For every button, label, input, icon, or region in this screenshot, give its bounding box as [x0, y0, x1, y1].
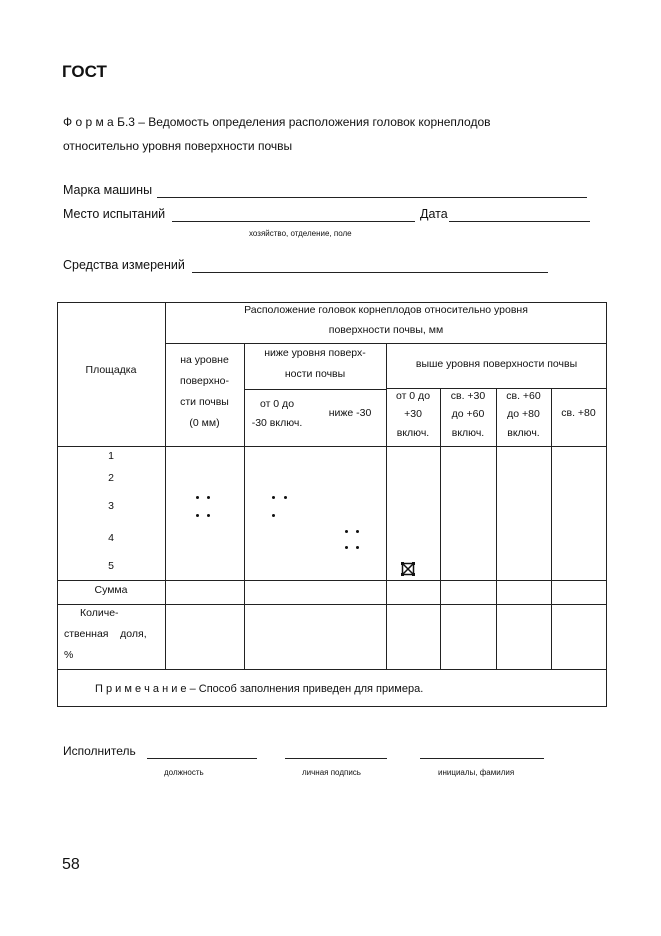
signature-caption: личная подпись — [302, 768, 361, 777]
above-header: выше уровня поверхности почвы — [415, 358, 578, 370]
share-label-3: % — [64, 649, 74, 661]
page-number: 58 — [62, 856, 80, 873]
instruments-underline — [192, 272, 548, 273]
below-a-header-2: -30 включ. — [251, 417, 303, 429]
surface-header-2: поверхно- — [180, 375, 229, 387]
above-a-header-2: +30 — [404, 408, 422, 420]
sum-row-label: Сумма — [94, 584, 128, 596]
share-label-2: ственная доля, — [64, 628, 147, 640]
row-1-label: 1 — [108, 450, 114, 462]
row-4-label: 4 — [108, 532, 114, 544]
above-a-header-1: от 0 до — [395, 390, 431, 402]
machine-underline — [157, 197, 587, 198]
executor-label: Исполнитель — [63, 744, 136, 758]
row-2-label: 2 — [108, 472, 114, 484]
above-c-header-2: до +80 — [507, 408, 540, 420]
row-3-label: 3 — [108, 500, 114, 512]
document-header: ГОСТ — [62, 62, 107, 81]
table-note: П р и м е ч а н и е – Способ заполнения приведен для примера. — [95, 683, 424, 695]
surface-header-4: (0 мм) — [189, 417, 220, 429]
position-caption: должность — [164, 768, 204, 777]
group-header-line2: поверхности почвы, мм — [328, 324, 444, 336]
place-label: Место испытаний — [63, 207, 166, 221]
machine-label: Марка машины — [63, 183, 153, 197]
place-hint: хозяйство, отделение, поле — [249, 229, 352, 238]
surface-header-1: на уровне — [180, 354, 229, 366]
above-b-header-1: св. +30 — [450, 390, 486, 402]
instruments-label: Средства измерений — [63, 258, 185, 272]
initials-caption: инициалы, фамилия — [438, 768, 515, 777]
row-5-label: 5 — [108, 560, 114, 572]
below-b-header: ниже -30 — [328, 407, 372, 419]
place-underline — [172, 221, 415, 222]
date-underline — [449, 221, 590, 222]
form-title-line2: относительно уровня поверхности почвы — [63, 139, 293, 153]
signature-line — [285, 758, 387, 759]
form-title-line1: Ф о р м а Б.3 – Ведомость определения расположения головок корнеплодов — [63, 115, 491, 129]
col-site-header: Площадка — [85, 364, 137, 376]
below-header-1: ниже уровня поверх- — [264, 347, 366, 359]
group-header-line1: Расположение головок корнеплодов относительно уровня — [244, 304, 528, 316]
share-label-1: Количе- — [80, 607, 119, 619]
below-header-2: ности почвы — [284, 368, 346, 380]
above-a-header-3: включ. — [396, 427, 430, 439]
tally-square-icon — [401, 562, 416, 577]
above-c-header-1: св. +60 — [506, 390, 541, 402]
date-label: Дата — [420, 207, 448, 221]
surface-header-3: сти почвы — [180, 396, 229, 408]
position-line — [147, 758, 257, 759]
above-b-header-3: включ. — [451, 427, 485, 439]
above-b-header-2: до +60 — [451, 408, 485, 420]
initials-line — [420, 758, 544, 759]
above-d-header: св. +80 — [561, 407, 596, 419]
below-a-header-1: от 0 до — [259, 398, 295, 410]
above-c-header-3: включ. — [507, 427, 540, 439]
